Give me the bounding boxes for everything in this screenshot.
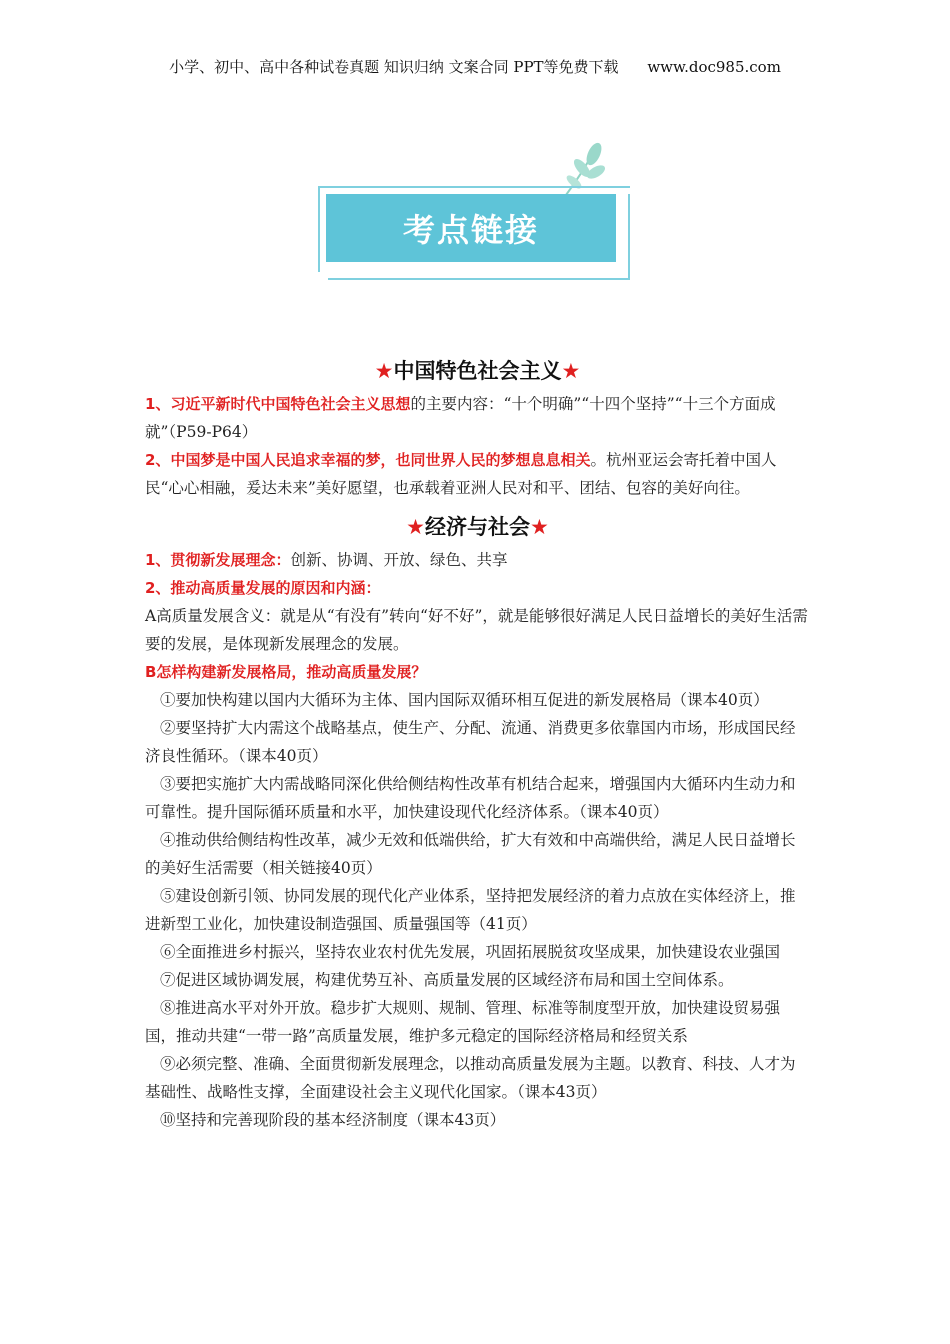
point-2: ②要坚持扩大内需这个战略基点，使生产、分配、流通、消费更多依靠国内市场，形成国民经济良性循环。（课本40页）	[145, 719, 796, 765]
point-8: ⑧推进高水平对外开放。稳步扩大规则、规制、管理、标准等制度型开放，加快建设贸易强国，推动共建“一带一路”高质量发展，维护多元稳定的国际经济格局和经贸关系	[145, 999, 781, 1045]
star-icon: ★	[374, 359, 394, 383]
point-7: ⑦促进区域协调发展，构建优势互补、高质量发展的区域经济布局和国土空间体系。	[160, 971, 734, 989]
point-1: ①要加快构建以国内大循环为主体、国内国际双循环相互促进的新发展格局（课本40页）	[160, 691, 769, 709]
point-4: ④推动供给侧结构性改革，减少无效和低端供给，扩大有效和中高端供给，满足人民日益增长的美好生活需要（相关链接40页）	[145, 831, 796, 877]
section2-title: ★经济与社会★	[406, 515, 549, 539]
star-icon: ★	[406, 515, 425, 539]
point-10: ⑩坚持和完善现阶段的基本经济制度（课本43页）	[160, 1111, 506, 1129]
section1-item-1: 1、习近平新时代中国特色社会主义思想的主要内容：“十个明确”“十四个坚持”“十三个方面成就”（P59-P64）	[145, 395, 776, 441]
point-5: ⑤建设创新引领、协同发展的现代化产业体系，坚持把发展经济的着力点放在实体经济上，推进新型工业化，加快建设制造强国、质量强国等（41页）	[145, 887, 796, 933]
point-6: ⑥全面推进乡村振兴，坚持农业农村优先发展，巩固拓展脱贫攻坚成果，加快建设农业强国	[160, 943, 781, 961]
section2-item-2: 2、推动高质量发展的原因和内涵：	[145, 579, 381, 597]
point-3: ③要把实施扩大内需战略同深化供给侧结构性改革有机结合起来，增强国内大循环内生动力和可靠性。提升国际循环质量和水平，加快建设现代化经济体系。（课本40页）	[145, 775, 796, 821]
section-banner	[316, 140, 632, 280]
point-9: ⑨必须完整、准确、全面贯彻新发展理念，以推动高质量发展为主题。以教育、科技、人才为基础性、战略性支撑，全面建设社会主义现代化国家。（课本43页）	[145, 1055, 796, 1101]
section1-title: ★中国特色社会主义★	[374, 359, 581, 383]
banner-title: 考点链接	[326, 194, 616, 262]
content	[145, 352, 810, 1134]
section1-item-2: 2、中国梦是中国人民追求幸福的梦，也同世界人民的梦想息息相关。杭州亚运会寄托着中国人民“心心相融，爰达未来”美好愿望，也承载着亚洲人民对和平、团结、包容的美好向往。	[145, 451, 777, 497]
section2-a: A高质量发展含义：就是从“有没有”转向“好不好”，就是能够很好满足人民日益增长的美好生活需要的发展，是体现新发展理念的发展。	[145, 607, 808, 653]
header-text: 小学、初中、高中各种试卷真题 知识归纳 文案合同 PPT等免费下载	[169, 58, 619, 76]
section2-item-1: 1、贯彻新发展理念：创新、协调、开放、绿色、共享	[145, 551, 508, 569]
header-site: www.doc985.com	[647, 58, 781, 76]
section2-b: B怎样构建新发展格局，推动高质量发展？	[145, 663, 427, 681]
star-icon: ★	[530, 515, 549, 539]
page-header	[0, 56, 950, 77]
star-icon: ★	[561, 359, 581, 383]
